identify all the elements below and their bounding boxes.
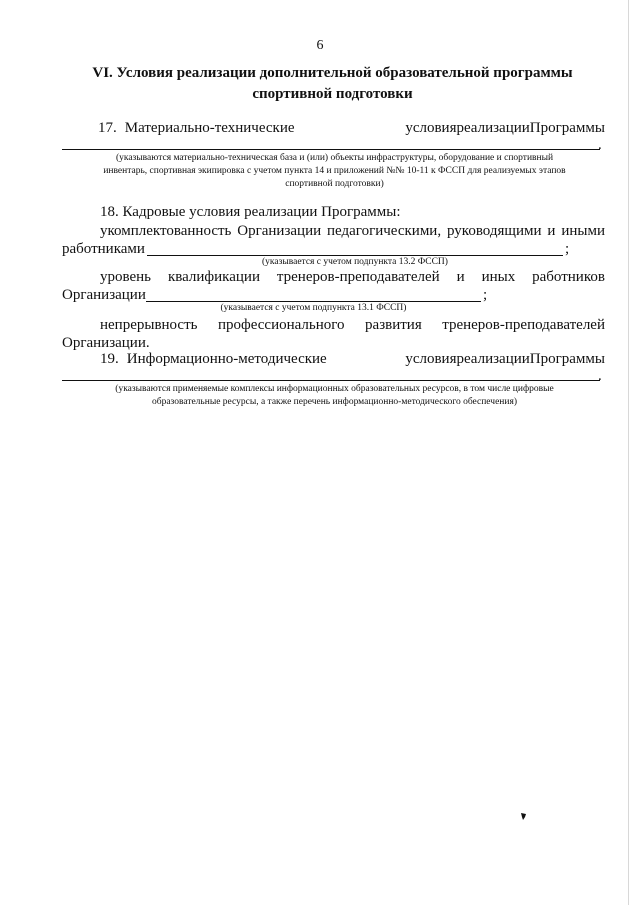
- item-17-word: условия: [405, 120, 457, 136]
- item-18-staffing-end: ;: [565, 241, 570, 257]
- item-19-number: 19.: [100, 351, 119, 367]
- item-18-qualification-label: Организации: [62, 287, 146, 303]
- item-19-end-punct: .: [598, 368, 602, 384]
- section-title-line-2: спортивной подготовки: [252, 86, 413, 102]
- item-19-word: условия: [405, 351, 457, 367]
- item-18-qualification-end: ;: [483, 287, 488, 303]
- item-19-line: [100, 350, 605, 368]
- item-18-development-end: Организации.: [62, 335, 150, 351]
- ink-mark: [520, 812, 527, 821]
- item-18-heading: 18. Кадровые условия реализации Программы:: [100, 204, 401, 220]
- item-17-word: Материально-технические: [124, 120, 295, 136]
- item-17-line: [98, 119, 605, 137]
- item-18-qualification-note: (указывается с учетом подпункта 13.1 ФССП): [220, 303, 407, 313]
- section-title-line-1: VI. Условия реализации дополнительной образовательной программы: [92, 65, 573, 81]
- item-18-staffing-line: укомплектованность Организации педагогическими, руководящими и иными: [100, 223, 605, 239]
- section-title: [60, 63, 605, 105]
- item-18-staffing-label: работниками: [62, 241, 145, 257]
- item-17-word: реализации: [456, 120, 530, 136]
- item-18-staffing-note: (указывается с учетом подпункта 13.2 ФССП): [262, 257, 448, 267]
- item-18-qualification-line: уровень квалификации тренеров-преподавателей и иных работников: [100, 269, 605, 285]
- item-19-word: Информационно-методические: [126, 351, 327, 367]
- item-19-word: реализации: [456, 351, 530, 367]
- item-17-fill-line: [62, 149, 600, 150]
- item-18-development-line: непрерывность профессионального развития тренеров-преподавателей: [100, 317, 605, 333]
- item-17-note: (указываются материально-техническая база и (или) объекты инфраструктуры, оборудование и спортивный инвентарь, спортивная экипировка с учетом пункта 14 и приложений №№ 10-11 к ФССП для реализуемых этапов спортивной подготовки): [103, 153, 566, 189]
- item-19-fill-line: [62, 380, 600, 381]
- item-19-word: Программы: [529, 351, 605, 367]
- item-19-note: (указываются применяемые комплексы информационных образовательных ресурсов, в том числе цифровые образовательные ресурсы, а также перечень информационно-методического обеспечения): [115, 384, 554, 407]
- page-number: 6: [316, 38, 324, 53]
- scan-margin-line: [628, 0, 629, 905]
- item-17-number: 17.: [98, 120, 117, 136]
- item-17-end-punct: .: [598, 137, 602, 153]
- item-17-word: Программы: [529, 120, 605, 136]
